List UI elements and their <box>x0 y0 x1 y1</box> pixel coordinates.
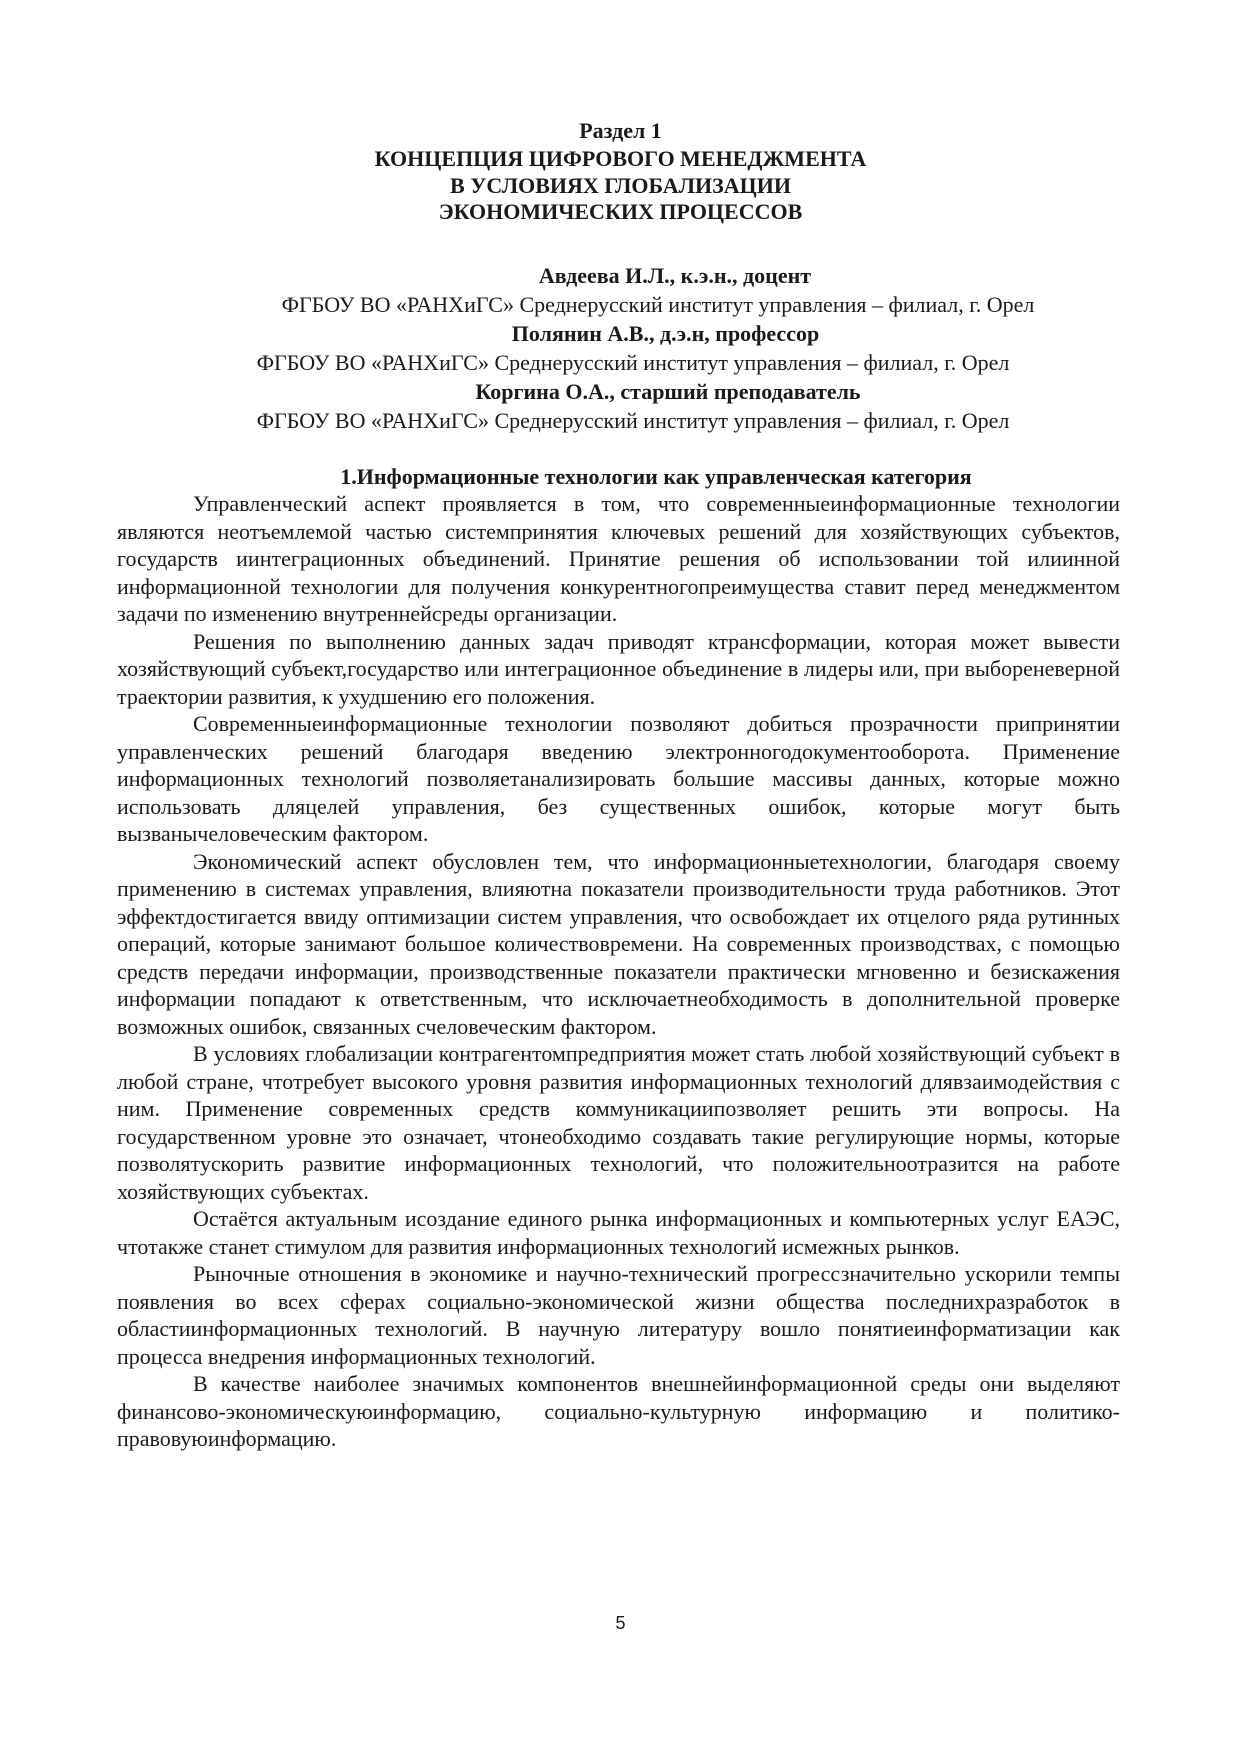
author-name: Полянин А.В., д.э.н, профессор <box>511 321 820 346</box>
author-affiliation: ФГБОУ ВО «РАНХиГС» Среднерусский институт управления – филиал, г. Орел <box>256 408 1010 433</box>
section-title-line: ЭКОНОМИЧЕСКИХ ПРОЦЕССОВ <box>438 199 803 224</box>
paragraph: Управленческий аспект проявляется в том, что современныеинформационные технологии являются неотъемлемой частью системпринятия ключевых решений для хозяйствующих субъектов, государств иинтеграционных объединений. Принятие решения об использовании той илиинной информационной технологии для получения конкурентногопреимущества ставит перед менеджментом задачи по изменению внутреннейсреды организации. <box>117 491 1120 626</box>
section-title <box>0 146 1241 226</box>
author-entry <box>0 377 1241 435</box>
section-title-line: В УСЛОВИЯХ ГЛОБАЛИЗАЦИИ <box>450 172 791 198</box>
paragraph: Рыночные отношения в экономике и научно-технический прогрессзначительно ускорили темпы появления во всех сферах социально-экономической жизни общества последнихразработок в областиинформационных технологий. В научную литературу вошло понятиеинформатизации как процесса внедрения информационных технологий. <box>117 1261 1120 1369</box>
paragraph: В качестве наиболее значимых компонентов внешнейинформационной среды они выделяют финансово-экономическуюинформацию, социально-культурную информацию и политико-правовуюинформацию. <box>117 1371 1120 1451</box>
paragraph: В условиях глобализации контрагентомпредприятия может стать любой хозяйствующий субъект в любой стране, чтотребует высокого уровня развития информационных технологий длявзаимодействия с ним. Применение современных средств коммуникациипозволяет решить эти вопросы. На государственном уровне это означает, чтонеобходимо создавать такие регулирующие нормы, которые позволятускорить развитие информационных технологий, что положительноотразится на работе хозяйствующих субъектах. <box>117 1041 1120 1204</box>
author-name: Коргина О.А., старший преподаватель <box>475 379 861 404</box>
paragraph: Экономический аспект обусловлен тем, что информационныетехнологии, благодаря своему применению в системах управления, влияютна показатели производительности труда работников. Этот эффектдостигается ввиду оптимизации систем управления, что освобождает их отцелого ряда рутинных операций, которые занимают большое количествовремени. На современных производствах, с помощью средств передачи информации, производственные показатели практически мгновенно и безискажения информации попадают к ответственным, что исключаетнеобходимость в дополнительной проверке возможных ошибок, связанных счеловеческим фактором. <box>117 848 1120 1039</box>
section-label: Раздел 1 <box>579 118 662 143</box>
author-entry <box>0 319 1241 377</box>
subsection-heading: 1.Информационные технологии как управленческая категория <box>340 464 972 489</box>
author-affiliation: ФГБОУ ВО «РАНХиГС» Среднерусский институт управления – филиал, г. Орел <box>281 292 1035 317</box>
page-number: 5 <box>615 1613 626 1633</box>
author-entry <box>0 261 1241 319</box>
body-text <box>117 490 1120 1453</box>
author-list <box>0 261 1241 435</box>
author-name: Авдеева И.Л., к.э.н., доцент <box>538 263 812 288</box>
section-title-line: КОНЦЕПЦИЯ ЦИФРОВОГО МЕНЕДЖМЕНТА <box>374 146 867 171</box>
paragraph: Современныеинформационные технологии позволяют добиться прозрачности припринятии управленческих решений благодаря введению электронногодокументооборота. Применение информационных технологий позволяетанализировать большие массивы данных, которые можно использовать дляцелей управления, без существенных ошибок, которые могут быть вызванычеловеческим фактором. <box>117 711 1120 846</box>
author-affiliation: ФГБОУ ВО «РАНХиГС» Среднерусский институт управления – филиал, г. Орел <box>256 350 1010 375</box>
paragraph: Решения по выполнению данных задач приводят ктрансформации, которая может вывести хозяйствующий субъект,государство или интеграционное объединение в лидеры или, при выбореневерной траектории развития, к ухудшению его положения. <box>117 628 1120 709</box>
paragraph: Остаётся актуальным исоздание единого рынка информационных и компьютерных услуг ЕАЭС, чтотакже станет стимулом для развития информационных технологий исмежных рынков. <box>117 1206 1120 1259</box>
